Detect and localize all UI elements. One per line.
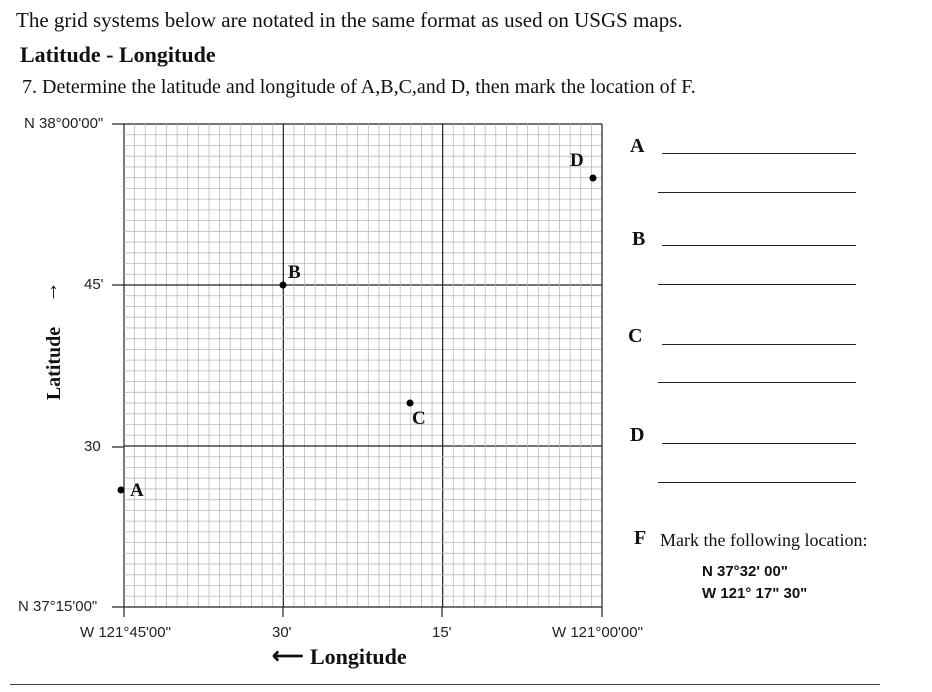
- task-f-latitude: N 37°32' 00": [702, 563, 788, 580]
- latitude-arrow-icon: ↑: [48, 278, 59, 303]
- x-tick-15: 15': [432, 624, 452, 641]
- point-c-marker: [407, 400, 414, 407]
- y-tick-bottom: N 37°15'00": [18, 598, 98, 615]
- answer-c-letter: C: [628, 325, 643, 347]
- point-a-label: A: [130, 480, 144, 501]
- answer-d-line-1[interactable]: [662, 443, 856, 444]
- answer-b-line-2[interactable]: [658, 284, 856, 285]
- x-tick-30: 30': [272, 624, 292, 641]
- point-d-label: D: [570, 150, 584, 171]
- point-a-marker: [118, 487, 125, 494]
- task-f-longitude: W 121° 17" 30": [702, 585, 808, 602]
- answer-a-line-1[interactable]: [662, 153, 856, 154]
- task-f-instruction: Mark the following location:: [660, 530, 868, 550]
- question-text: 7. Determine the latitude and longitude of A,B,C,and D, then mark the location of F.: [22, 76, 696, 98]
- task-f-letter: F: [634, 527, 647, 549]
- y-tick-30: 30: [84, 438, 101, 455]
- answer-d-letter: D: [630, 424, 645, 446]
- answer-c-line-2[interactable]: [658, 382, 856, 383]
- section-heading: Latitude - Longitude: [20, 42, 216, 67]
- longitude-axis-label: Longitude: [310, 644, 407, 669]
- y-tick-45: 45': [84, 276, 104, 293]
- answer-a-letter: A: [630, 135, 645, 157]
- answer-b-line-1[interactable]: [662, 245, 856, 246]
- longitude-arrow-icon: ⟵: [272, 643, 304, 668]
- latitude-axis-label: Latitude: [43, 326, 66, 401]
- y-tick-top: N 38°00'00": [24, 115, 104, 132]
- answer-c-line-1[interactable]: [662, 344, 856, 345]
- point-b-marker: [280, 282, 287, 289]
- answer-b-letter: B: [632, 228, 646, 250]
- bottom-divider: [10, 684, 880, 685]
- x-tick-left: W 121°45'00": [80, 624, 171, 641]
- point-d-marker: [590, 175, 597, 182]
- x-tick-right: W 121°00'00": [552, 624, 643, 641]
- intro-text: The grid systems below are notated in the same format as used on USGS maps.: [16, 8, 683, 32]
- point-c-label: C: [412, 408, 426, 429]
- answer-d-line-2[interactable]: [658, 482, 856, 483]
- answer-a-line-2[interactable]: [658, 192, 856, 193]
- point-b-label: B: [288, 262, 301, 283]
